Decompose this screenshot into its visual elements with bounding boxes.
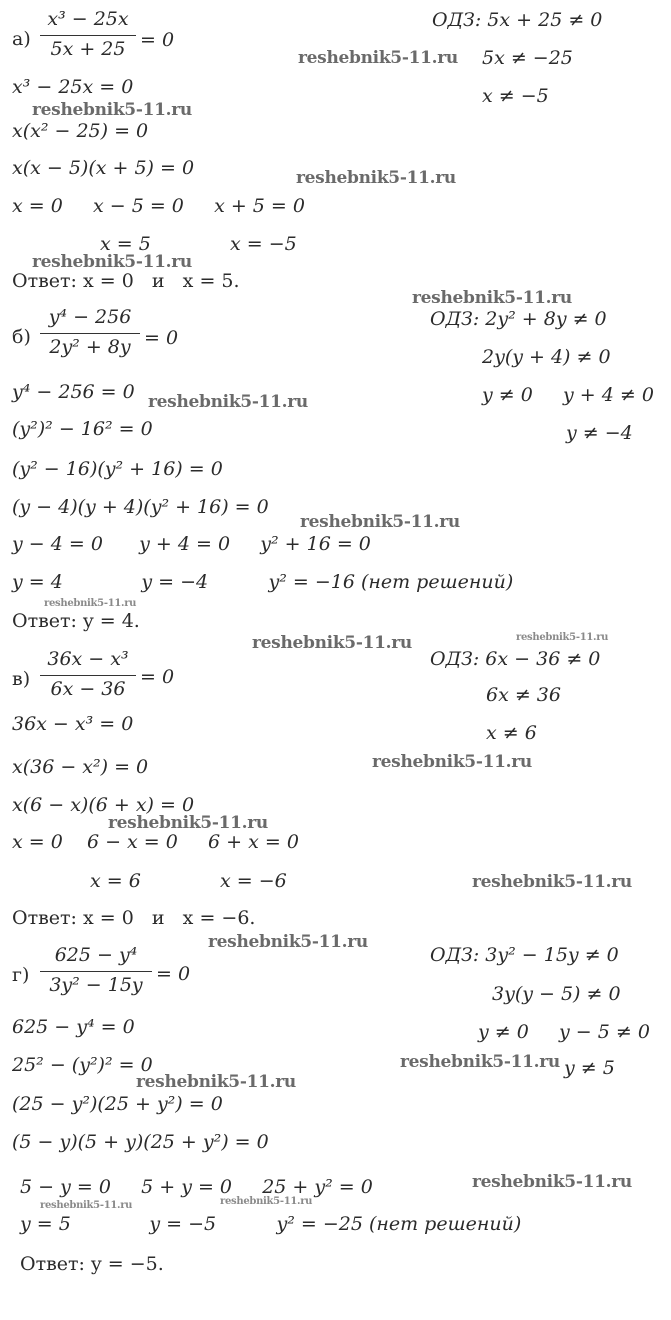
- watermark: reshebnik5-11.ru: [412, 288, 572, 308]
- watermark: reshebnik5-11.ru: [472, 872, 632, 892]
- watermark: reshebnik5-11.ru: [220, 1196, 313, 1207]
- part-b-step-6: y = 4 y = −4 y² = −16 (нет решений): [12, 571, 514, 593]
- part-d-step-1: 625 − y⁴ = 0: [12, 1016, 135, 1038]
- watermark: reshebnik5-11.ru: [32, 100, 192, 120]
- part-c-odz-2: 6x ≠ 36: [486, 684, 561, 706]
- part-c-numerator: 36x − x³: [47, 648, 129, 670]
- part-b-odz-3: y ≠ 0 y + 4 ≠ 0: [482, 384, 654, 406]
- part-a-eq-rhs: = 0: [140, 29, 175, 51]
- part-d-odz-4: y ≠ 5: [564, 1057, 615, 1079]
- watermark: reshebnik5-11.ru: [516, 632, 609, 643]
- part-c-step-2: x(36 − x²) = 0: [12, 756, 149, 778]
- part-a-numerator: x³ − 25x: [47, 8, 129, 30]
- fraction-bar: [40, 971, 152, 972]
- part-d-eq-rhs: = 0: [156, 963, 191, 985]
- part-b-equation: [40, 306, 140, 362]
- watermark: reshebnik5-11.ru: [296, 168, 456, 188]
- part-b-numerator: y⁴ − 256: [48, 306, 132, 328]
- part-d-odz-1: ОДЗ: 3y² − 15y ≠ 0: [430, 944, 619, 966]
- part-a-step-4: x = 0 x − 5 = 0 x + 5 = 0: [12, 195, 305, 217]
- watermark: reshebnik5-11.ru: [298, 48, 458, 68]
- part-a-equation: [40, 8, 136, 64]
- part-b-odz-4: y ≠ −4: [566, 422, 633, 444]
- part-b-eq-rhs: = 0: [144, 327, 179, 349]
- part-a-step-5: x = 5: [100, 233, 151, 255]
- watermark: reshebnik5-11.ru: [44, 598, 137, 609]
- part-b-step-1: y⁴ − 256 = 0: [12, 381, 135, 403]
- part-b-step-4: (y − 4)(y + 4)(y² + 16) = 0: [12, 496, 269, 518]
- part-a-odz-3: x ≠ −5: [482, 85, 549, 107]
- watermark: reshebnik5-11.ru: [300, 512, 460, 532]
- part-b-step-5: y − 4 = 0 y + 4 = 0 y² + 16 = 0: [12, 533, 371, 555]
- watermark: reshebnik5-11.ru: [108, 813, 268, 833]
- part-a-step-2: x(x² − 25) = 0: [12, 120, 149, 142]
- part-c-step-6: x = −6: [220, 870, 287, 892]
- part-d-odz-3: y ≠ 0 y − 5 ≠ 0: [478, 1021, 650, 1043]
- part-d-step-5: 5 − y = 0 5 + y = 0 25 + y² = 0: [20, 1176, 373, 1198]
- part-b-odz-1: ОДЗ: 2y² + 8y ≠ 0: [430, 308, 607, 330]
- part-b-odz-2: 2y(y + 4) ≠ 0: [482, 346, 611, 368]
- part-d-step-4: (5 − y)(5 + y)(25 + y²) = 0: [12, 1131, 269, 1153]
- watermark: reshebnik5-11.ru: [472, 1172, 632, 1192]
- watermark: reshebnik5-11.ru: [208, 932, 368, 952]
- part-b-answer: Ответ: y = 4.: [12, 610, 140, 632]
- watermark: reshebnik5-11.ru: [32, 252, 192, 272]
- part-d-answer: Ответ: y = −5.: [20, 1253, 164, 1275]
- watermark: reshebnik5-11.ru: [148, 392, 308, 412]
- part-c-odz-3: x ≠ 6: [486, 722, 537, 744]
- part-c-label: в): [12, 668, 31, 690]
- part-d-odz-2: 3y(y − 5) ≠ 0: [492, 983, 621, 1005]
- part-b-step-3: (y² − 16)(y² + 16) = 0: [12, 458, 223, 480]
- part-b-step-2: (y²)² − 16² = 0: [12, 418, 153, 440]
- part-b-denominator: 2y² + 8y: [49, 336, 131, 358]
- part-c-step-5: x = 6: [90, 870, 141, 892]
- part-c-odz-1: ОДЗ: 6x − 36 ≠ 0: [430, 648, 601, 670]
- part-a-answer: Ответ: x = 0 и x = 5.: [12, 270, 240, 292]
- part-a-label: а): [12, 28, 31, 50]
- part-c-step-4: x = 0 6 − x = 0 6 + x = 0: [12, 831, 299, 853]
- watermark: reshebnik5-11.ru: [40, 1200, 133, 1211]
- part-d-step-6: y = 5 y = −5 y² = −25 (нет решений): [20, 1213, 522, 1235]
- part-a-step-3: x(x − 5)(x + 5) = 0: [12, 157, 195, 179]
- part-d-step-2: 25² − (y²)² = 0: [12, 1054, 153, 1076]
- watermark: reshebnik5-11.ru: [252, 633, 412, 653]
- part-a-odz-2: 5x ≠ −25: [482, 47, 573, 69]
- part-c-equation: [40, 648, 136, 704]
- part-c-step-3: x(6 − x)(6 + x) = 0: [12, 794, 195, 816]
- part-a-denominator: 5x + 25: [50, 38, 126, 60]
- part-a-step-6: x = −5: [230, 233, 297, 255]
- fraction-bar: [40, 35, 136, 36]
- part-c-eq-rhs: = 0: [140, 666, 175, 688]
- part-a-odz-1: ОДЗ: 5x + 25 ≠ 0: [432, 9, 603, 31]
- part-c-step-1: 36x − x³ = 0: [12, 713, 134, 735]
- part-d-denominator: 3y² − 15y: [49, 974, 143, 996]
- part-d-label: г): [12, 964, 30, 986]
- fraction-bar: [40, 675, 136, 676]
- part-d-numerator: 625 − y⁴: [54, 944, 138, 966]
- part-b-label: б): [12, 326, 31, 348]
- part-d-step-3: (25 − y²)(25 + y²) = 0: [12, 1093, 223, 1115]
- part-c-answer: Ответ: x = 0 и x = −6.: [12, 907, 256, 929]
- watermark: reshebnik5-11.ru: [372, 752, 532, 772]
- part-c-denominator: 6x − 36: [50, 678, 126, 700]
- part-d-equation: [40, 944, 152, 1000]
- watermark: reshebnik5-11.ru: [136, 1072, 296, 1092]
- watermark: reshebnik5-11.ru: [400, 1052, 560, 1072]
- fraction-bar: [40, 333, 140, 334]
- part-a-step-1: x³ − 25x = 0: [12, 76, 134, 98]
